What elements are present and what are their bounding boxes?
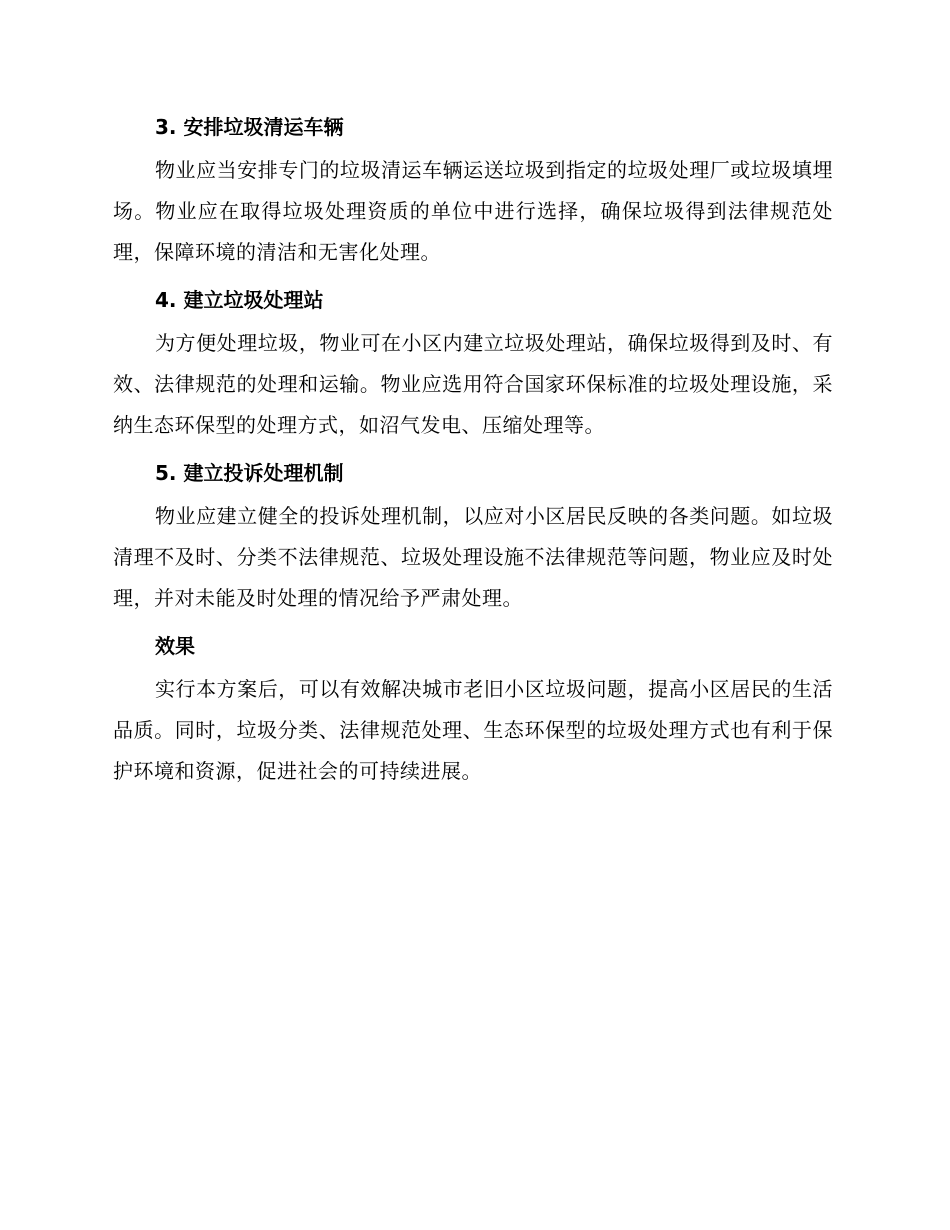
section-paragraph-5: 物业应建立健全的投诉处理机制，以应对小区居民反映的各类问题。如垃圾清理不及时、分类不法律规范、垃圾处理设施不法律规范等问题，物业应及时处理，并对未能及时处理的情况给予严肃处理。 bbox=[113, 504, 833, 610]
section-heading-effect: 效果 bbox=[155, 634, 195, 658]
section-heading-5: 5. 建立投诉处理机制 bbox=[155, 461, 344, 485]
section-heading-4: 4. 建立垃圾处理站 bbox=[155, 288, 324, 312]
section-paragraph-4: 为方便处理垃圾，物业可在小区内建立垃圾处理站，确保垃圾得到及时、有效、法律规范的处理和运输。物业应选用符合国家环保标准的垃圾处理设施，采纳生态环保型的处理方式，如沼气发电、压缩处理等。 bbox=[113, 331, 833, 437]
section-paragraph-effect: 实行本方案后，可以有效解决城市老旧小区垃圾问题，提高小区居民的生活品质。同时，垃圾分类、法律规范处理、生态环保型的垃圾处理方式也有利于保护环境和资源，促进社会的可持续进展。 bbox=[113, 677, 833, 783]
section-heading-3: 3. 安排垃圾清运车辆 bbox=[155, 115, 344, 139]
document-content bbox=[113, 108, 833, 800]
section-paragraph-3: 物业应当安排专门的垃圾清运车辆运送垃圾到指定的垃圾处理厂或垃圾填埋场。物业应在取得垃圾处理资质的单位中进行选择，确保垃圾得到法律规范处理，保障环境的清洁和无害化处理。 bbox=[113, 158, 833, 264]
